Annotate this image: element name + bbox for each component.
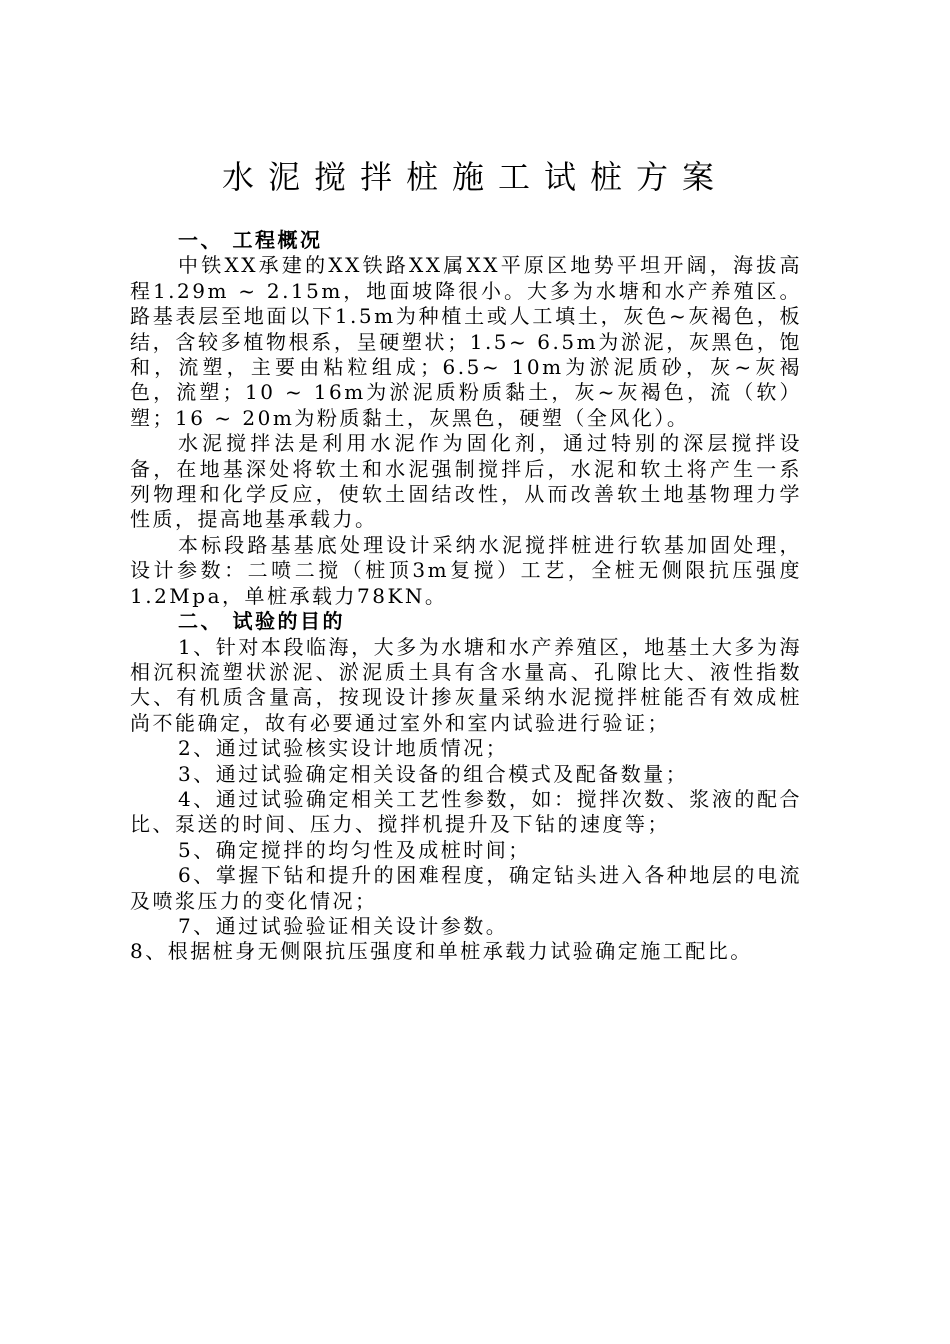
list-item: 5、确定搅拌的均匀性及成桩时间； [178,837,531,862]
list-item: 6、掌握下钻和提升的困难程度，确定钻头进入各种地层的电流及喷浆压力的变化情况； [130,863,802,913]
section-test-purpose [130,609,802,965]
list-item: 4、通过试验确定相关工艺性参数，如：搅拌次数、浆液的配合比、泵送的时间、压力、搅拌机提升及下钻的速度等； [130,786,802,837]
list-item: 7、通过试验验证相关设计参数。 [178,913,509,938]
section-project-overview [130,228,802,609]
paragraph: 中铁XX承建的XX铁路XX属XX平原区地势平坦开阔，海拔高程1.29m ~ 2.15m，地面坡降很小。大多为水塘和水产养殖区。路基表层至地面以下1.5m为种植土或人工填土，灰色~灰褐色，板结，含较多植物根系，呈硬塑状；1.5~ 6.5m为淤泥，灰黑色，饱和，流塑，主要由粘粒组成；6.5~ 10m为淤泥质砂，灰~灰褐色，流塑；10 ~ 16m为淤泥质粉质黏土，灰~灰褐色，流（软）塑；16 ~ 20m为粉质黏土，灰黑色，硬塑（全风化）。 [130,253,802,430]
section-heading: 二、 试验的目的 [178,609,345,634]
document-title: 水泥搅拌桩施工试桩方案 [221,158,728,196]
list-item: 2、通过试验核实设计地质情况； [178,736,509,761]
list-item: 8、根据桩身无侧限抗压强度和单桩承载力试验确定施工配比。 [130,939,753,964]
list-item: 3、通过试验确定相关设备的组合模式及配备数量； [178,761,689,786]
paragraph: 水泥搅拌法是利用水泥作为固化剂，通过特别的深层搅拌设备，在地基深处将软土和水泥强制搅拌后，水泥和软土将产生一系列物理和化学反应，使软土固结改性，从而改善软土地基物理力学性质，提高地基承载力。 [130,431,802,532]
list-item: 1、针对本段临海，大多为水塘和水产养殖区，地基土大多为海相沉积流塑状淤泥、淤泥质土具有含水量高、孔隙比大、液性指数大、有机质含量高，按现设计掺灰量采纳水泥搅拌桩能否有效成桩尚不能确定，故有必要通过室外和室内试验进行验证； [130,634,802,735]
paragraph: 本标段路基基底处理设计采纳水泥搅拌桩进行软基加固处理，设计参数：二喷二搅（桩顶3m复搅）工艺，全桩无侧限抗压强度1.2Mpa，单桩承载力78KN。 [130,532,802,608]
document-body [130,228,802,965]
section-heading: 一、 工程概况 [178,228,323,252]
